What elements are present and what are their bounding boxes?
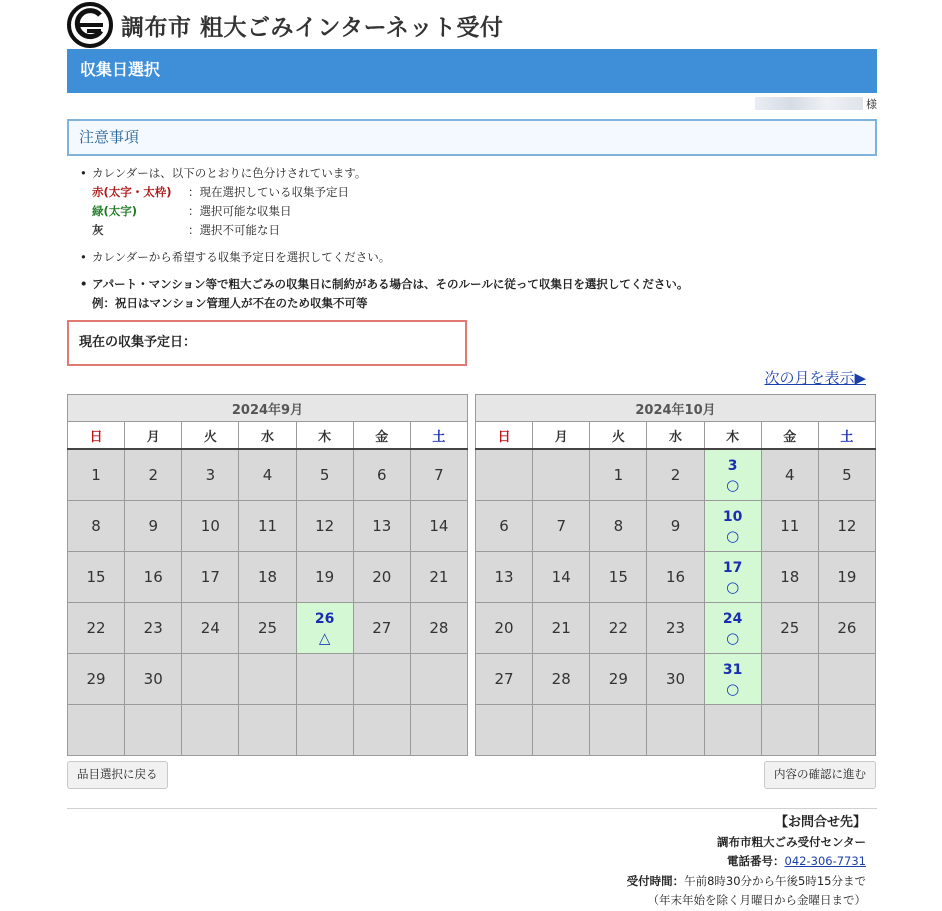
- calendar-day-empty: [296, 705, 353, 756]
- weekday-header: 土: [410, 422, 467, 450]
- calendar-day-unavailable: 8: [68, 501, 125, 552]
- weekday-header: 月: [125, 422, 182, 450]
- availability-mark-icon: ○: [726, 629, 740, 647]
- hours-label: 受付時間：: [626, 873, 685, 888]
- calendar-day-unavailable: 18: [239, 552, 296, 603]
- calendar-day-unavailable: 21: [533, 603, 590, 654]
- calendar-day-available[interactable]: [704, 552, 761, 603]
- calendar-day-empty: [533, 705, 590, 756]
- legend-key-gray: 灰: [92, 223, 104, 237]
- day-number: 3: [727, 458, 738, 474]
- phone-label: 電話番号：: [727, 854, 785, 868]
- legend-key-green: 緑(太字): [92, 204, 138, 218]
- calendar-day-empty: [647, 705, 704, 756]
- calendar-day-unavailable: 19: [296, 552, 353, 603]
- calendar-day-unavailable: 5: [818, 449, 875, 501]
- calendar-day-empty: [476, 449, 533, 501]
- proceed-to-confirm-button[interactable]: 内容の確認に進む: [764, 761, 876, 789]
- calendar-day-empty: [818, 654, 875, 705]
- legend-key-red: 赤(太字・太枠): [92, 185, 172, 199]
- notice-item-restriction: [78, 275, 868, 313]
- notice-item-example: 例：祝日はマンション管理人が不在のため収集不可等: [92, 296, 368, 310]
- contact-heading: 【お問合せ先】: [774, 815, 866, 830]
- calendar-day-unavailable: 18: [761, 552, 818, 603]
- weekday-header: 土: [818, 422, 875, 450]
- legend-desc-red: ：現在選択している収集予定日: [188, 185, 349, 199]
- calendar-day-empty: [353, 654, 410, 705]
- calendar-day-unavailable: 22: [590, 603, 647, 654]
- calendar-day-unavailable: 27: [476, 654, 533, 705]
- calendar-day-empty: [533, 449, 590, 501]
- hours-value: 午前8時30分から午後5時15分まで: [684, 873, 866, 888]
- calendar-day-unavailable: 15: [590, 552, 647, 603]
- notice-heading: 注意事項: [67, 119, 877, 156]
- weekday-header: 日: [476, 422, 533, 450]
- current-collection-date: [67, 320, 467, 366]
- user-line: [67, 96, 877, 112]
- calendar-day-unavailable: 6: [353, 449, 410, 501]
- calendar-day-unavailable: 27: [353, 603, 410, 654]
- calendar-day-unavailable: 11: [761, 501, 818, 552]
- calendar-day-unavailable: 23: [647, 603, 704, 654]
- calendar-day-unavailable: 1: [68, 449, 125, 501]
- calendar-day-unavailable: 10: [182, 501, 239, 552]
- calendar-day-empty: [125, 705, 182, 756]
- calendar-day-empty: [68, 705, 125, 756]
- calendar-month-title: 2024年10月: [476, 395, 876, 422]
- notice-item-text: アパート・マンション等で粗大ごみの収集日に制約がある場合は、そのルールに従って収集日を選択してください。: [92, 277, 689, 291]
- day-number: 26: [314, 611, 335, 627]
- calendar-day-unavailable: 25: [239, 603, 296, 654]
- day-number: 10: [722, 509, 743, 525]
- current-date-label: 現在の収集予定日：: [79, 335, 197, 350]
- calendar-day-unavailable: 16: [125, 552, 182, 603]
- calendar-day-available[interactable]: [704, 501, 761, 552]
- contact-center: 調布市粗大ごみ受付センター: [716, 834, 866, 849]
- calendar-day-empty: [410, 654, 467, 705]
- calendar-day-empty: [761, 705, 818, 756]
- site-brand: [67, 2, 503, 48]
- calendar-week-row: [68, 552, 468, 603]
- calendar-day-empty: [239, 654, 296, 705]
- calendar-day-unavailable: 23: [125, 603, 182, 654]
- weekday-header: 金: [761, 422, 818, 450]
- weekday-header: 月: [533, 422, 590, 450]
- calendar-day-unavailable: 12: [818, 501, 875, 552]
- availability-mark-icon: ○: [726, 680, 740, 698]
- calendar-day-unavailable: 8: [590, 501, 647, 552]
- calendar-day-empty: [476, 705, 533, 756]
- calendar-day-unavailable: 4: [239, 449, 296, 501]
- calendar-day-empty: [704, 705, 761, 756]
- calendar-day-empty: [296, 654, 353, 705]
- notice-item-select: [78, 248, 868, 267]
- weekday-header: 木: [704, 422, 761, 450]
- site-title: 調布市 粗大ごみインターネット受付: [121, 14, 504, 41]
- calendar-day-empty: [590, 705, 647, 756]
- calendar-week-row: [476, 552, 876, 603]
- day-number: 24: [722, 611, 743, 627]
- calendar-day-unavailable: 14: [410, 501, 467, 552]
- back-to-items-button[interactable]: 品目選択に戻る: [67, 761, 168, 789]
- hours-note: （年末年始を除く月曜日から金曜日まで）: [647, 893, 866, 907]
- calendar-day-unavailable: 17: [182, 552, 239, 603]
- calendar-day-unavailable: 12: [296, 501, 353, 552]
- notice-item-text: カレンダーから希望する収集予定日を選択してください。: [92, 250, 391, 264]
- calendar-day-empty: [182, 705, 239, 756]
- calendar-day-unavailable: 21: [410, 552, 467, 603]
- calendar-week-row: [68, 501, 468, 552]
- calendar-day-unavailable: 6: [476, 501, 533, 552]
- calendar-day-unavailable: 19: [818, 552, 875, 603]
- calendar-day-unavailable: 1: [590, 449, 647, 501]
- legend-desc-green: ：選択可能な収集日: [188, 204, 292, 218]
- availability-mark-icon: ○: [726, 527, 740, 545]
- calendar-week-row: [68, 705, 468, 756]
- calendar-day-unavailable: 29: [590, 654, 647, 705]
- calendar-day-unavailable: 22: [68, 603, 125, 654]
- calendar-week-row: [68, 449, 468, 501]
- calendar-week-row: [68, 654, 468, 705]
- calendar-day-available[interactable]: [296, 603, 353, 654]
- weekday-header: 水: [239, 422, 296, 450]
- calendar-week-row: [476, 501, 876, 552]
- contact-phone-row: [627, 852, 866, 872]
- calendar-day-empty: [239, 705, 296, 756]
- calendar-day-unavailable: 15: [68, 552, 125, 603]
- phone-link[interactable]: 042-306-7731: [784, 854, 866, 868]
- notice-list: [78, 164, 868, 313]
- user-name-redacted: [755, 97, 863, 110]
- calendar-day-unavailable: 20: [476, 603, 533, 654]
- day-number: 17: [722, 560, 743, 576]
- calendar-day-unavailable: 29: [68, 654, 125, 705]
- calendar-day-unavailable: 28: [533, 654, 590, 705]
- availability-mark-icon: ○: [726, 578, 740, 596]
- notice-item-text: カレンダーは、以下のとおりに色分けされています。: [92, 166, 367, 180]
- chofu-city-logo-icon: [67, 2, 113, 48]
- calendar-week-row: [476, 449, 876, 501]
- calendar-day-empty: [410, 705, 467, 756]
- calendar-day-unavailable: 5: [296, 449, 353, 501]
- calendar-week-row: [68, 603, 468, 654]
- availability-mark-icon: ○: [726, 476, 740, 494]
- calendar-day-unavailable: 9: [125, 501, 182, 552]
- calendar-day-available[interactable]: [704, 654, 761, 705]
- calendar-day-unavailable: 13: [476, 552, 533, 603]
- weekday-header: 木: [296, 422, 353, 450]
- calendar-day-unavailable: 7: [410, 449, 467, 501]
- calendar-day-unavailable: 2: [125, 449, 182, 501]
- calendar-day-available[interactable]: [704, 449, 761, 501]
- calendar-day-unavailable: 28: [410, 603, 467, 654]
- notice-item-color-legend: [78, 164, 868, 183]
- calendar-day-unavailable: 26: [818, 603, 875, 654]
- legend-row-red: [92, 183, 868, 202]
- calendar-day-unavailable: 3: [182, 449, 239, 501]
- calendar-day-unavailable: 7: [533, 501, 590, 552]
- weekday-header: 水: [647, 422, 704, 450]
- availability-mark-icon: △: [318, 629, 331, 647]
- calendar-day-unavailable: 20: [353, 552, 410, 603]
- calendar-day-empty: [761, 654, 818, 705]
- footer-divider: [67, 808, 877, 809]
- calendar-day-unavailable: 30: [647, 654, 704, 705]
- calendar-day-unavailable: 16: [647, 552, 704, 603]
- contact-hours-row: [627, 872, 866, 892]
- legend-row-green: [92, 202, 868, 221]
- weekday-header: 金: [353, 422, 410, 450]
- user-suffix: 様: [866, 98, 877, 111]
- calendar-day-unavailable: 2: [647, 449, 704, 501]
- calendar-month-title: 2024年9月: [68, 395, 468, 422]
- calendar-day-unavailable: 11: [239, 501, 296, 552]
- color-legend: [78, 183, 868, 240]
- weekday-header: 日: [68, 422, 125, 450]
- calendar-day-unavailable: 24: [182, 603, 239, 654]
- calendar-week-row: [476, 705, 876, 756]
- calendar-week-row: [476, 654, 876, 705]
- calendar-october: [475, 394, 876, 756]
- weekday-header: 火: [182, 422, 239, 450]
- calendar-day-unavailable: 30: [125, 654, 182, 705]
- calendar-day-empty: [182, 654, 239, 705]
- calendar-september: [67, 394, 468, 756]
- calendar-day-unavailable: 14: [533, 552, 590, 603]
- calendar-day-unavailable: 4: [761, 449, 818, 501]
- contact-info: [627, 813, 866, 911]
- legend-row-gray: [92, 221, 868, 240]
- weekday-header: 火: [590, 422, 647, 450]
- page-title: 収集日選択: [67, 49, 877, 93]
- calendar-day-unavailable: 25: [761, 603, 818, 654]
- legend-desc-gray: ：選択不可能な日: [188, 223, 280, 237]
- calendar-day-empty: [353, 705, 410, 756]
- day-number: 31: [722, 662, 743, 678]
- calendar-week-row: [476, 603, 876, 654]
- next-month-link[interactable]: 次の月を表示▶: [764, 369, 866, 387]
- calendar-day-available[interactable]: [704, 603, 761, 654]
- calendar-day-unavailable: 9: [647, 501, 704, 552]
- calendar-day-empty: [818, 705, 875, 756]
- calendar-day-unavailable: 13: [353, 501, 410, 552]
